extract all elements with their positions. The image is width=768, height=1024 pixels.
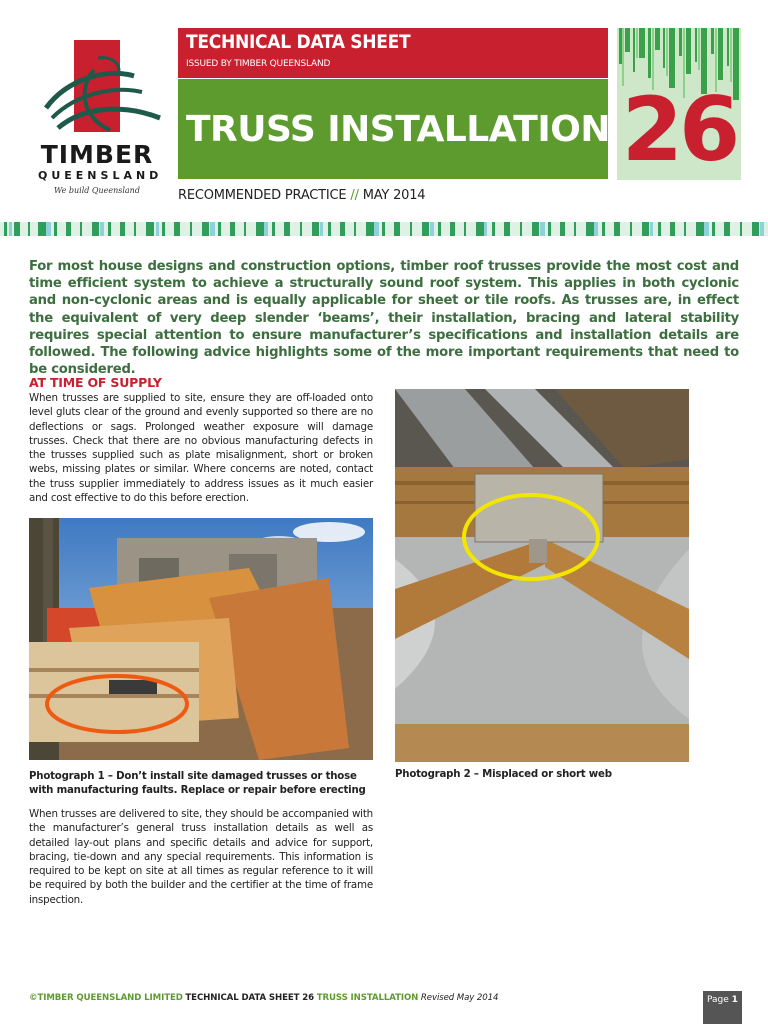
page-title: TRUSS INSTALLATION	[186, 109, 610, 150]
issued-by-text: ISSUED BY TIMBER QUEENSLAND	[186, 59, 331, 69]
practice-line	[178, 188, 425, 203]
page-label: Page	[707, 995, 729, 1005]
practice-text: RECOMMENDED PRACTICE	[178, 188, 347, 203]
footer-title: TRUSS INSTALLATION	[316, 993, 419, 1003]
footer-sheet: TECHNICAL DATA SHEET 26	[185, 993, 315, 1003]
logo-swoosh-icon	[38, 48, 166, 144]
brand-tagline: We build Queensland	[54, 186, 140, 195]
sheet-type-title: TECHNICAL DATA SHEET	[186, 31, 411, 53]
photograph-1-damaged-trusses	[29, 518, 373, 760]
photograph-1-caption: Photograph 1 – Don’t install site damaged trusses or those with manufacturing faults. Replace or repair before erecting	[29, 771, 366, 796]
footer-revised: Revised May 2014	[420, 993, 499, 1003]
page-number-value: 1	[731, 995, 738, 1005]
photograph-2-misplaced-web	[395, 389, 689, 762]
section-paragraph-2: When trusses are delivered to site, they should be accompanied with the manufacturer’s general truss installation details as well as detailed lay-out plans and specific details and advice for support, bracing, tie-down and any special requirements. This information is required to be kept on site at all times as regular reference to it will be required by both the builder and the certifier at the time of frame inspection.	[29, 808, 373, 906]
intro-paragraph: For most house designs and construction options, timber roof trusses provide the most cost and time efficient system to achieve a structurally sound roof system. This applies in both cyclonic and non-cyclonic areas and is equally applicable for sheet or tile roofs. As trusses are, in effect the equivalent of very deep slender ‘beams’, their installation, bracing and lateral stability requires special attention to ensure manufacturer’s specifications and installation details are followed. The following advice highlights some of the more important requirements that need to be considered.	[29, 259, 739, 378]
sheet-number: 26	[621, 78, 737, 181]
section-heading: AT TIME OF SUPPLY	[29, 375, 162, 390]
photograph-2-caption: Photograph 2 – Misplaced or short web	[395, 769, 612, 780]
issue-date: MAY 2014	[362, 188, 426, 203]
page-number	[707, 995, 738, 1005]
footer-copyright: ©TIMBER QUEENSLAND LIMITED	[29, 993, 183, 1003]
brand-subtitle: QUEENSLAND	[38, 169, 163, 182]
footer	[29, 993, 498, 1003]
section-paragraph-1: When trusses are supplied to site, ensure they are off-loaded onto level gluts clear of the ground and evenly supported so there are no deflections or sags. Prolonged weather exposure will damage trusses. Check that there are no obvious manufacturing defects in the trusses supplied such as plate misalignment, short or broken webs, missing plates or similar. Where concerns are noted, contact the truss supplier immediately to address issues as it much easier and cost effective to do this before erection.	[29, 392, 373, 505]
practice-separator: //	[350, 188, 359, 203]
brand-name: TIMBER	[40, 140, 154, 169]
decorative-stripe	[0, 222, 768, 236]
